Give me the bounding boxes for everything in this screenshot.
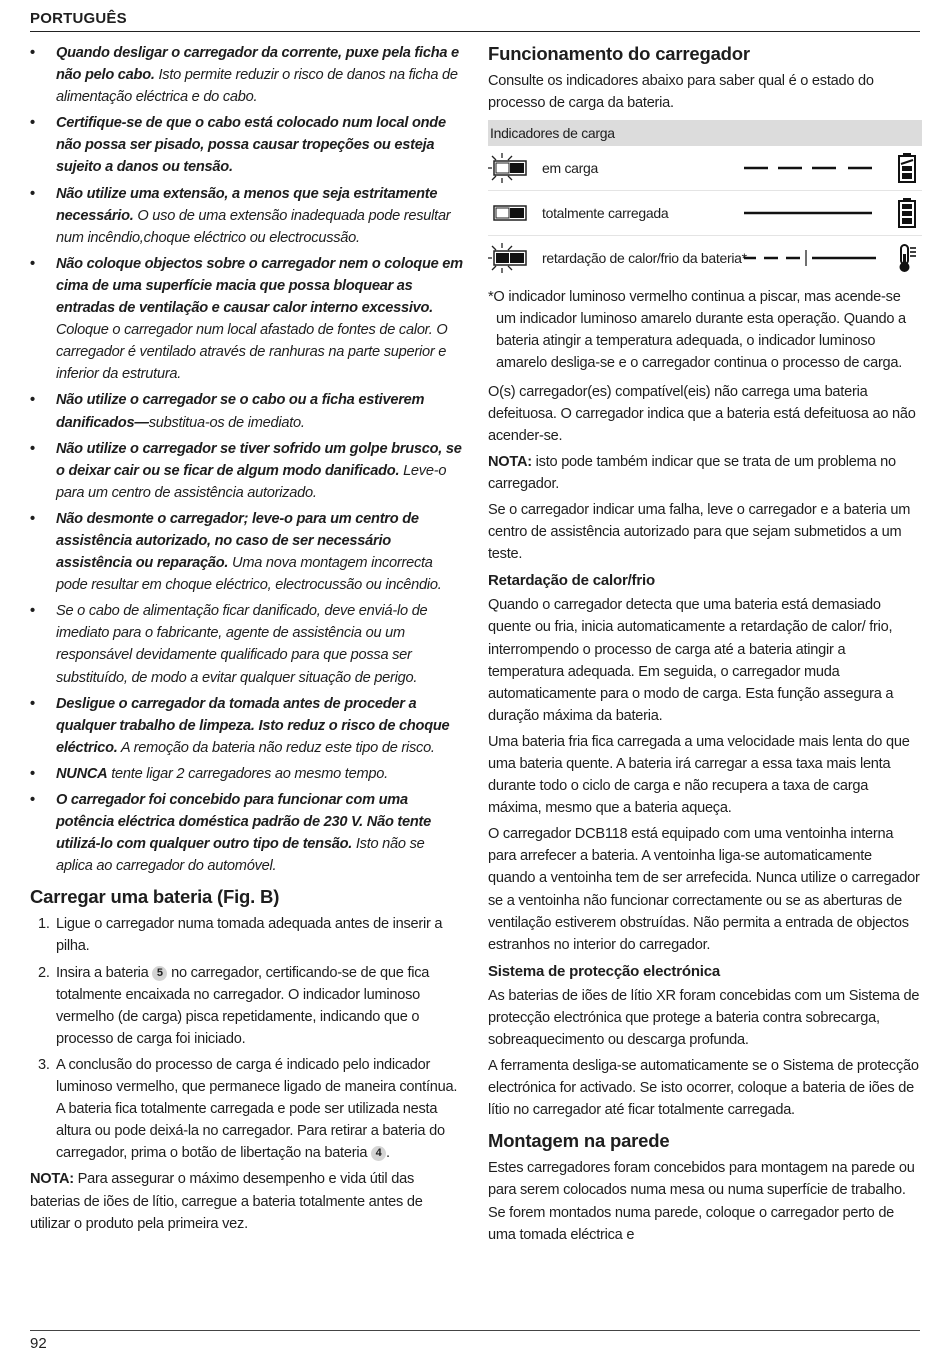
charging-step: [30, 962, 463, 1050]
indicator-label-fully-charged: totalmente carregada: [542, 205, 669, 222]
bullet-icon: •: [30, 115, 35, 132]
indicator-row-charging: [488, 146, 922, 191]
charger-operation-intro: Consulte os indicadores abaixo para saber qual é o estado do processo de carga da bateria.: [488, 73, 874, 112]
bullet-icon: •: [30, 510, 35, 527]
warning-detail: Se o cabo de alimentação ficar danificado, deve enviá-lo de imediato para o fabricante, agente de assistência ou um responsável devidamente qualificado para que possa ser substituído, de modo a evitar qualquer situação de perigo.: [56, 603, 428, 686]
step-number: 2.: [38, 964, 50, 981]
warning-list-item: [30, 693, 463, 759]
right-note: [488, 451, 922, 495]
charging-step: [30, 913, 463, 957]
step-number: 1.: [38, 916, 50, 933]
warning-list-item: [30, 42, 463, 108]
footer-divider: [30, 1330, 920, 1331]
delay-paragraph-3: O carregador DCB118 está equipado com uma ventoinha interna para arrefecer a bateria. A ventoinha liga-se automaticamente quando a ventoinha tem de ser arrefecida. Nunca utilize o carregador se a ventoinha não funcionar correctamente ou se as aberturas de ventilação estiverem obstruídas. Não permita a entrada de objectos estranhos no interior do carregador.: [488, 826, 920, 953]
bullet-icon: •: [30, 765, 35, 782]
warning-emphasis: O carregador foi concebido para funcionar com uma potência eléctrica doméstica padrão de 230 V. Não tente utilizá-lo com qualquer outro tipo de tensão.: [56, 792, 432, 853]
battery-full-icon: [896, 197, 918, 229]
delay-paragraph-2: Uma bateria fria fica carregada a uma velocidade mais lenta do que uma bateria quente. A bateria irá carregar a essa taxa mais lenta durante todo o ciclo de carga e não recupera a taxa de carga máxima, mesmo que a bateria aqueça.: [488, 733, 910, 817]
warning-detail: substitua-os de imediato.: [148, 414, 305, 431]
protection-paragraph-1: As baterias de iões de lítio XR foram concebidas com um Sistema de protecção electrónica que protege a bateria contra sobrecarga, sobreaquecimento ou descarga profunda.: [488, 987, 920, 1048]
warning-detail: O uso de uma extensão inadequada pode resultar num incêndio,choque eléctrico ou electrocussão.: [56, 207, 451, 246]
section-heading-charge-battery: Carregar uma bateria (Fig. B): [30, 886, 280, 908]
warning-list-item: [30, 438, 463, 504]
page-language-header: PORTUGUÊS: [30, 10, 127, 27]
charging-step: [30, 1054, 463, 1164]
figure-callout-badge: 5: [152, 966, 167, 981]
warning-list-item: [30, 508, 463, 596]
charge-indicators-table: [488, 120, 922, 280]
battery-charging-icon: [896, 152, 918, 184]
warning-emphasis: Não utilize o carregador se tiver sofrido um golpe brusco, se o deixar cair ou se ficar de algum modo danificado.: [56, 440, 462, 479]
section-heading-electronic-protection: Sistema de protecção electrónica: [488, 962, 721, 980]
warning-detail: tente ligar 2 carregadores ao mesmo tempo.: [107, 765, 388, 782]
warning-list-item: [30, 789, 463, 877]
bullet-icon: •: [30, 792, 35, 808]
bullet-icon: •: [30, 392, 35, 409]
charger-solid-icon: [488, 197, 532, 229]
figure-callout-badge: 4: [371, 1146, 386, 1161]
warning-emphasis: Quando desligar o carregador da corrente, puxe pela ficha e não pelo cabo.: [56, 45, 459, 84]
step-text: Insira a bateria: [56, 964, 153, 981]
warning-emphasis: Não coloque objectos sobre o carregador nem o coloque em cima de uma superfície macia que possa bloquear as entradas de ventilação e causar calor interno excessivo.: [56, 255, 463, 317]
indicator-row-fully-charged: [488, 191, 922, 236]
warning-emphasis: NUNCA: [56, 765, 108, 782]
step-text: A conclusão do processo de carga é indicado pelo indicador luminoso vermelho, que permanece ligado de maneira contínua. A bateria fica totalmente carregada e pode ser utilizada nesta altura ou pode deixá-la no carregador. Para retirar a bateria do carregador, prima o botão de libertação na bateria: [56, 1056, 458, 1162]
bullet-icon: •: [30, 440, 35, 457]
delay-paragraph-1: Quando o carregador detecta que uma bateria está demasiado quente ou fria, inicia automaticamente a retardação de calor/ frio, interrompendo o processo de carga até a bateria atingir a temperatura adequada. Em seguida, o carregador muda automaticamente para o modo de carga. Esta função assegura a duração máxima da bateria.: [488, 597, 894, 724]
light-pattern-solid: [742, 205, 878, 221]
wall-mounting-paragraph: Estes carregadores foram concebidos para montagem na parede ou para serem colocados numa mesa ou numa superfície de trabalho. Se forem montados numa parede, coloque o carregador perto de uma tomada eléctrica e: [488, 1160, 915, 1243]
charger-two-lights-blinking-icon: [488, 242, 532, 274]
light-pattern-dash-then-solid: [742, 250, 878, 266]
warning-emphasis: Não desmonte o carregador; leve-o para um centro de assistência autorizado, no caso de ser necessário assistência ou reparação.: [56, 510, 419, 572]
indicator-row-hot-cold-delay: [488, 236, 922, 280]
warning-detail: Leve-o para um centro de assistência autorizado.: [56, 462, 447, 501]
warning-emphasis: Desligue o carregador da tomada antes de proceder a qualquer trabalho de limpeza. Isto reduz o risco de choque eléctrico.: [56, 695, 450, 756]
warning-list-item: [30, 389, 463, 433]
right-column: [488, 42, 922, 1250]
note-label: NOTA:: [30, 1171, 74, 1188]
warning-detail: Isto permite reduzir o risco de danos na ficha de alimentação eléctrica e do cabo.: [56, 67, 458, 106]
section-heading-charger-operation: Funcionamento do carregador: [488, 43, 750, 64]
section-heading-wall-mounting: Montagem na parede: [488, 1130, 670, 1152]
light-pattern-dashed: [742, 160, 878, 176]
left-column: [30, 42, 463, 1239]
warning-detail: Isto não se aplica ao carregador do automóvel.: [56, 836, 425, 875]
indicators-table-header: Indicadores de carga: [488, 120, 922, 146]
note-text: isto pode também indicar que se trata de um problema no carregador.: [488, 453, 896, 492]
charging-steps-list: [30, 913, 463, 1164]
thermometer-icon: [896, 242, 918, 274]
header-divider: [30, 31, 920, 32]
warning-detail: Uma nova montagem incorrecta pode resultar em choque eléctrico, electrocussão ou incêndio.: [56, 555, 442, 594]
warning-list-item: [30, 183, 463, 249]
step-text-continued: no carregador, certificando-se de que fica totalmente encaixada no carregador. O indicador luminoso vermelho (de carga) pisca repetidamente, indicando que o processo de carga foi iniciado.: [56, 964, 430, 1047]
warning-emphasis: Não utilize o carregador se o cabo ou a ficha estiverem danificados—: [56, 392, 425, 431]
warning-detail: Coloque o carregador num local afastado de fontes de calor. O carregador é ventilado através de ranhuras na parte superior e inferior da estrutura.: [56, 322, 448, 383]
indicator-label-hot-cold-delay: retardação de calor/frio da bateria*: [542, 250, 747, 267]
warning-detail: A remoção da bateria não reduz este tipo de risco.: [117, 739, 435, 756]
warning-emphasis: Não utilize uma extensão, a menos que seja estritamente necessário.: [56, 185, 438, 224]
protection-paragraph-2: A ferramenta desliga-se automaticamente se o Sistema de protecção electrónica for activado. Se isto ocorrer, coloque a bateria de iões de lítio no carregador até ficar totalmente carregada.: [488, 1058, 919, 1119]
step-number: 3.: [38, 1056, 50, 1073]
section-heading-hot-cold-delay: Retardação de calor/frio: [488, 572, 655, 590]
left-note: [30, 1168, 463, 1234]
step-text: Ligue o carregador numa tomada adequada antes de inserir a pilha.: [56, 916, 443, 955]
warning-list-item: [30, 112, 463, 178]
bullet-icon: •: [30, 695, 35, 712]
step-text-continued: .: [386, 1145, 390, 1162]
warning-list-item: [30, 763, 463, 785]
warning-list-item: [30, 253, 463, 386]
charger-blinking-icon: [488, 152, 532, 184]
compatible-charger-paragraph: O(s) carregador(es) compatível(eis) não carrega uma bateria defeituosa. O carregador indica que a bateria está defeituosa ao não acender-se.: [488, 383, 916, 444]
bullet-icon: •: [30, 603, 35, 620]
asterisk-note: *O indicador luminoso vermelho continua a piscar, mas acende-se um indicador luminoso amarelo durante esta operação. Quando a bateria atingir a temperatura adequada, o indicador luminoso amarelo desliga-se e o carregador continua o processo de carga.: [488, 289, 906, 372]
warning-list-item: [30, 600, 463, 688]
page-number: 92: [30, 1335, 47, 1352]
bullet-icon: •: [30, 45, 35, 61]
bullet-icon: •: [30, 255, 35, 272]
note-label: NOTA:: [488, 453, 532, 470]
warning-emphasis: Certifique-se de que o cabo está colocado num local onde não possa ser pisado, possa causar tropeções ou esteja sujeito a danos ou tensão.: [56, 115, 446, 176]
fault-paragraph: Se o carregador indicar uma falha, leve o carregador e a bateria um centro de assistência autorizado para que sejam submetidos a um teste.: [488, 502, 911, 563]
safety-warnings-list: [30, 42, 463, 877]
bullet-icon: •: [30, 185, 35, 202]
indicator-label-charging: em carga: [542, 160, 598, 177]
note-text: Para assegurar o máximo desempenho e vida útil das baterias de iões de lítio, carregue a bateria totalmente antes de utilizar o produto pela primeira vez.: [30, 1171, 423, 1232]
